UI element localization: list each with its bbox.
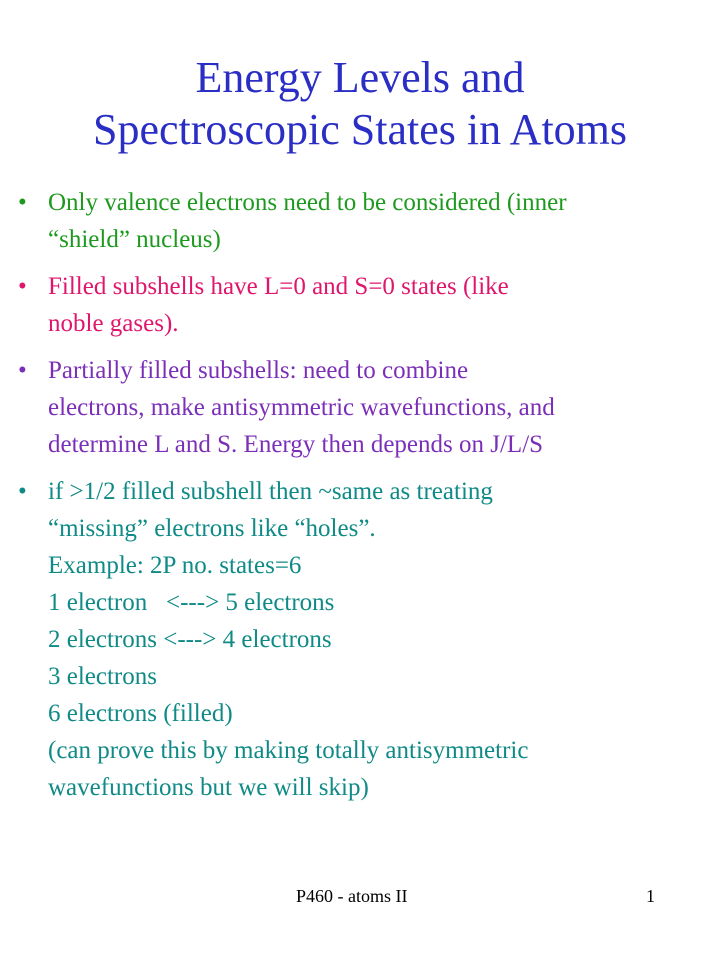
bullet-marker: • [18,478,27,505]
bullet-text-line: 1 electron <---> 5 electrons [48,589,335,616]
bullet-text-line: “shield” nucleus) [48,226,221,253]
bullet-list [18,184,718,816]
bullet-text-line: 2 electrons <---> 4 electrons [48,626,332,653]
bullet-marker: • [18,357,27,384]
bullet-text-line: Only valence electrons need to be considered (inner [48,189,567,216]
bullet-text-line: Example: 2P no. states=6 [48,552,302,579]
title-line-1: Energy Levels and [195,53,525,102]
bullet-marker: • [18,273,27,300]
bullet-marker: • [18,189,27,216]
footer-course-label: P460 - atoms II [296,886,408,906]
bullet-text-line: noble gases). [48,310,179,337]
bullet-text-line: electrons, make antisymmetric wavefunctions, and [48,394,555,421]
bullet-text-line: if >1/2 filled subshell then ~same as treating [48,478,493,505]
bullet-text-line: determine L and S. Energy then depends on J/L/S [48,431,544,458]
bullet-text-line: (can prove this by making totally antisymmetric [48,737,529,764]
slide-title [0,52,720,156]
page-number: 1 [646,886,655,906]
bullet-valence-electrons [18,184,718,258]
bullet-holes [18,473,718,806]
bullet-text-line: Partially filled subshells: need to combine [48,357,469,384]
bullet-text-line: 3 electrons [48,663,157,690]
bullet-partially-filled [18,352,718,463]
bullet-text-line: “missing” electrons like “holes”. [48,515,376,542]
bullet-text-line: wavefunctions but we will skip) [48,774,369,801]
title-line-2: Spectroscopic States in Atoms [92,105,628,154]
bullet-filled-subshells [18,268,718,342]
bullet-text-line: 6 electrons (filled) [48,700,233,727]
bullet-text-line: Filled subshells have L=0 and S=0 states (like [48,273,509,300]
